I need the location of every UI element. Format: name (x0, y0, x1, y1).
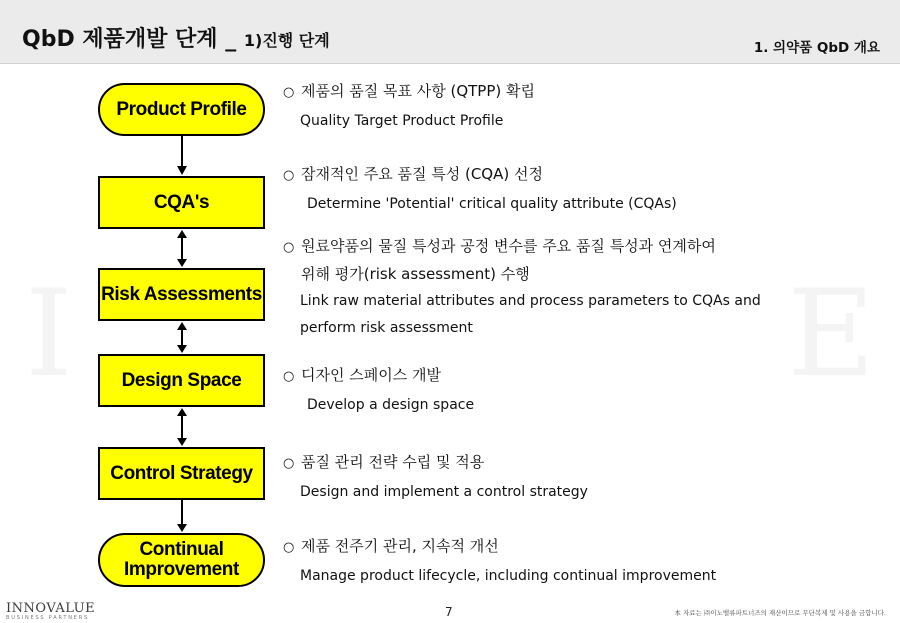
description-korean: ○ 잠재적인 주요 품질 특성 (CQA) 선정 (283, 164, 677, 186)
flow-step-label: Design Space (121, 369, 242, 391)
flow-step-label: Product Profile (116, 98, 247, 120)
copyright-notice: 本 자료는 ㈜이노밸류파트너즈의 재산이므로 무단복제 및 사용을 금합니다. (674, 609, 886, 617)
circle-bullet-icon: ○ (283, 168, 295, 183)
slide-header (0, 0, 900, 64)
description-english: Design and implement a control strategy (300, 484, 588, 500)
flow-step-continual-improvement (98, 533, 265, 587)
flow-step-control-strategy (98, 447, 265, 500)
flow-step-design-space (98, 354, 265, 407)
section-label: 1. 의약품 QbD 개요 (753, 40, 880, 56)
description-design-space (283, 365, 474, 415)
arrow-down-connector (174, 500, 190, 533)
flow-step-label: Control Strategy (110, 462, 253, 484)
description-control-strategy (283, 452, 588, 502)
circle-bullet-icon: ○ (283, 456, 295, 471)
flow-step-label: CQA's (153, 191, 210, 213)
description-cqas (283, 164, 677, 214)
description-english: Quality Target Product Profile (300, 113, 504, 129)
description-english: Manage product lifecycle, including continual improvement (300, 568, 717, 584)
flow-step-label: Continual Improvement (124, 539, 239, 580)
double-arrow-connector (174, 229, 190, 268)
watermark-right-letter: E (787, 265, 875, 404)
description-risk-assessments (283, 236, 761, 338)
circle-bullet-icon: ○ (283, 540, 295, 555)
slide-title (22, 22, 330, 53)
circle-bullet-icon: ○ (283, 85, 295, 100)
description-korean: ○ 품질 관리 전략 수립 및 적용 (283, 452, 588, 474)
description-continual-improvement (283, 536, 716, 586)
watermark-left-letter: I (25, 265, 73, 404)
double-arrow-connector (174, 407, 190, 447)
description-korean: ○ 제품 전주기 관리, 지속적 개선 (283, 536, 716, 558)
company-logo (6, 601, 95, 621)
flow-step-cqas (98, 176, 265, 229)
flow-step-risk-assessments (98, 268, 265, 321)
circle-bullet-icon: ○ (283, 369, 295, 384)
company-logo-brand: INNOVALUE (6, 601, 96, 616)
description-english-continued: perform risk assessment (300, 320, 473, 336)
arrow-down-connector (174, 136, 190, 176)
description-english: Link raw material attributes and process parameters to CQAs and (300, 293, 761, 309)
company-logo-tagline: BUSINESS PARTNERS (6, 615, 90, 621)
description-korean-continued: 위해 평가(risk assessment) 수행 (301, 265, 530, 283)
description-korean: ○ 원료약품의 물질 특성과 공정 변수를 주요 품질 특성과 연계하여 (283, 236, 761, 258)
circle-bullet-icon: ○ (283, 240, 295, 255)
flow-step-label: Risk Assessments (101, 283, 262, 305)
description-english: Determine 'Potential' critical quality attribute (CQAs) (307, 196, 677, 212)
page-number: 7 (445, 605, 453, 619)
slide-subtitle: 1)진행 단계 (243, 31, 330, 50)
slide-title-main: QbD 제품개발 단계 _ (22, 27, 244, 52)
double-arrow-connector (174, 321, 190, 354)
description-english: Develop a design space (307, 397, 475, 413)
flow-step-product-profile (98, 83, 265, 136)
description-product-profile (283, 81, 535, 131)
description-korean: ○ 디자인 스페이스 개발 (283, 365, 474, 387)
description-korean: ○ 제품의 품질 목표 사항 (QTPP) 확립 (283, 81, 535, 103)
